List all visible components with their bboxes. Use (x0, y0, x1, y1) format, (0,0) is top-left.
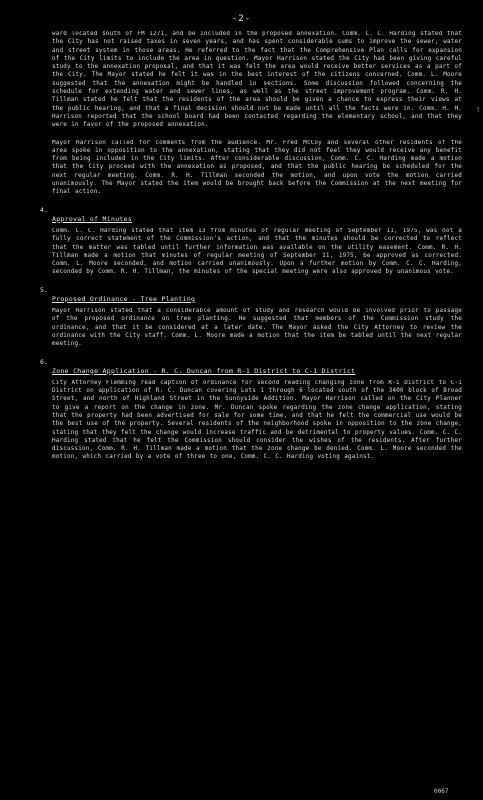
item-body: Comm. C. C. Harding stated that item 13 from minutes of regular meeting of September 11, 1975, was not a fully correct statement of the Commission's action, and that the minutes should be corrected to reflect that the matter was tabled until further information was available on the utility easement. Comm. R. H. Tillman made a motion that minutes of regular meeting of September 11, 1975, be approved as corrected. Comm. L. Moore seconded, and motion carried unanimously. Upon a further motion by Comm. C. C. Harding, seconded by Comm. R. H. Tillman, the minutes of the special meeting were also approved by unanimous vote. (52, 227, 462, 276)
agenda-item-zone-change (40, 357, 462, 462)
paragraph-audience-comments: Mayor Harrison called for comments from the audience. Mr. Fred McCoy and several other residents of the area spoke in opposition to the annexation, stating that they did not feel they would receive any benefit from being included in the City limits. After considerable discussion, Comm. C. C. Harding made a motion that the City proceed with the annexation as proposed, and that the public hearing be scheduled for the next regular meeting. Comm. R. H. Tillman seconded the motion, and upon vote the motion carried unanimously. The Mayor stated the item would be brought back before the Commission at the next meeting for final action. (52, 139, 462, 196)
footer-mark: 0067 (434, 788, 449, 795)
item-heading: Zone Change Application - R. C. Duncan from R-1 District to C-1 District (52, 366, 356, 375)
margin-mark: ! (476, 106, 481, 114)
item-number: 4. (40, 205, 48, 214)
item-body: City Attorney Flemming read caption of ordinance for second reading changing zone from R-1 District to C-1 District on application of R. C. Duncan covering Lots 1 through 6 located south of the 3400 block of Broad Street, and north of Highland Street in the Sunnyside Addition. Mayor Harrison called on the City Planner to give a report on the change in zone. Mr. Duncan spoke regarding the zone change application, stating that the property had been advertised for sale for some time, and that he felt the commercial use would be the best use of the property. Several residents of the neighborhood spoke in opposition to the zone change, stating that they felt the change would increase traffic and be detrimental to property values. Comm. C. C. Harding stated that he felt the Commission should consider the wishes of the residents. After further discussion, Comm. R. H. Tillman made a motion that the zone change be denied. Comm. L. Moore seconded the motion, which carried by a vote of three to one, Comm. C. C. Harding voting against. (52, 379, 462, 461)
item-number: 6. (40, 357, 48, 366)
agenda-item-approval-of-minutes (40, 205, 462, 277)
item-body: Mayor Harrison stated that a considerable amount of study and research would be involved prior to passage of the proposed ordinance on tree planting. He suggested that members of the Commission study the ordinance, and that it be considered at a later date. The Mayor asked the City Attorney to review the ordinance with the City staff. Comm. L. Moore made a motion that the item be tabled until the next regular meeting. (52, 308, 462, 348)
item-number: 5. (40, 285, 48, 294)
document-body (40, 30, 462, 471)
item-heading: Proposed Ordinance - Tree Planting (52, 294, 196, 303)
page-number: -2- (231, 14, 252, 24)
paragraph-annexation: ward located south of FM 1271, and be included in the proposed annexation. Comm. C. C. Harding stated that the City has not raised taxes in seven years, and has spent considerable sums to improve the sewer, water and street system in those areas. He referred to the fact that the Comprehensive Plan calls for expansion of the City limits to include the area in question. Mayor Harrison stated the City had been giving careful study to the annexation proposal, and that it was felt the area would receive better services as a part of the City. The Mayor stated he felt it was in the best interest of the citizens concerned. Comm. L. Moore suggested that the annexation might be handled in sections. Some discussion followed concerning the schedule for extending water and sewer lines, as well as the street improvement program. Comm. R. H. Tillman stated he felt that the residents of the area should be given a chance to express their views at the public hearing, and that a final decision should not be made until all the facts were in. Comm. H. H. Harrison reported that the school board had been contacted regarding the elementary school, and that they were in favor of the proposed annexation. (52, 31, 462, 129)
agenda-item-proposed-ordinance (40, 285, 462, 349)
item-heading: Approval of Minutes (52, 214, 133, 223)
